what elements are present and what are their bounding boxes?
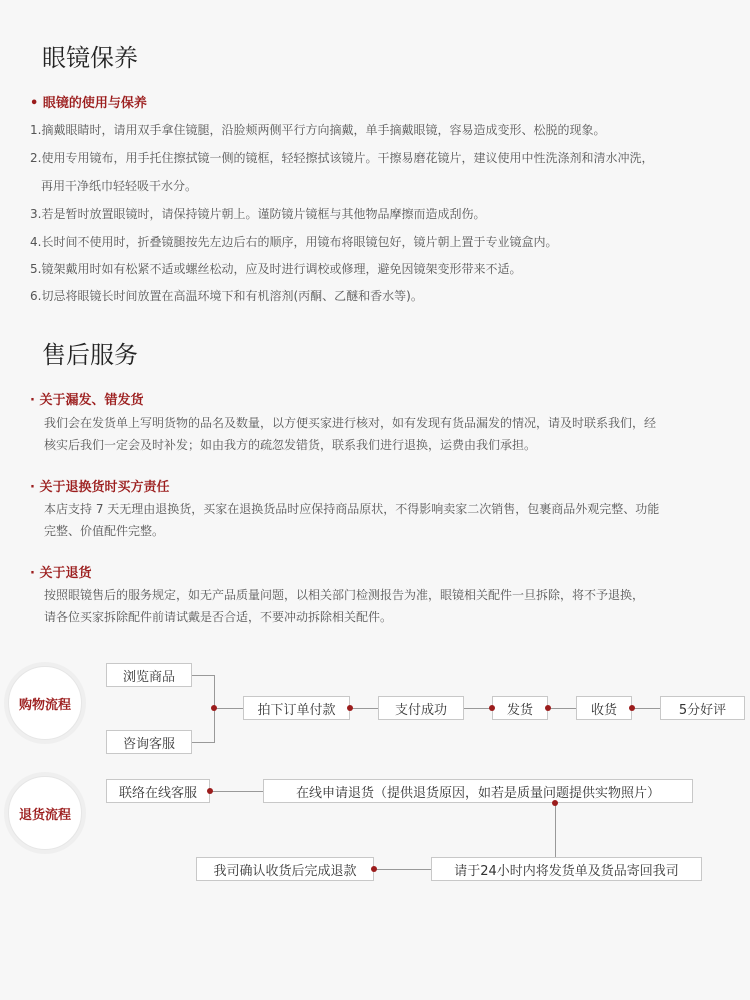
bullet-icon: · xyxy=(30,566,35,581)
flow-step-consult: 咨询客服 xyxy=(106,730,192,754)
flow-connector xyxy=(192,742,214,743)
flow-dot xyxy=(347,705,353,711)
service-heading xyxy=(30,389,144,408)
care-item: 5.镜架戴用时如有松紧不适或螺丝松动，应及时进行调校或修理，避免因镜架变形带来不适。 xyxy=(30,262,522,276)
care-item: 4.长时间不使用时，折叠镜腿按先左边后右的顺序，用镜布将眼镜包好，镜片朝上置于专业镜盒内。 xyxy=(30,235,558,249)
flow-dot xyxy=(371,866,377,872)
return-step-apply: 在线申请退货（提供退货原因，如若是质量问题提供实物照片） xyxy=(263,779,693,803)
service-heading xyxy=(30,562,92,581)
care-item: 2.使用专用镜布，用手托住擦拭镜一侧的镜框，轻轻擦拭该镜片。干擦易磨花镜片，建议使用中性洗涤剂和清水冲洗， xyxy=(30,151,654,165)
care-item: 1.摘戴眼睛时，请用双手拿住镜腿，沿脸颊两侧平行方向摘戴，单手摘戴眼镜，容易造成变形、松脱的现象。 xyxy=(30,123,606,137)
care-subtitle xyxy=(30,92,147,111)
flow-connector xyxy=(555,803,556,857)
flow-dot xyxy=(629,705,635,711)
service-line: 本店支持 7 天无理由退换货，买家在退换货品时应保持商品原状，不得影响卖家二次销售，包裹商品外观完整、功能 xyxy=(44,502,660,516)
service-line: 我们会在发货单上写明货物的品名及数量，以方便买家进行核对，如有发现有货品漏发的情况，请及时联系我们，经 xyxy=(44,416,657,430)
flow-connector xyxy=(192,675,214,676)
care-subtitle-text: 眼镜的使用与保养 xyxy=(42,96,147,111)
flow-dot xyxy=(489,705,495,711)
flow-step-ship: 发货 xyxy=(492,696,548,720)
flow-dot xyxy=(545,705,551,711)
return-step-refund: 我司确认收货后完成退款 xyxy=(196,857,374,881)
flow-step-review: 5分好评 xyxy=(660,696,745,720)
flow-connector xyxy=(210,791,263,792)
service-heading-text: 关于漏发、错发货 xyxy=(39,393,144,408)
bullet-icon: • xyxy=(30,96,39,111)
flow-connector xyxy=(464,708,492,709)
flow-dot xyxy=(552,800,558,806)
flow-connector xyxy=(350,708,378,709)
flow-connector xyxy=(214,708,243,709)
care-item: 6.切忌将眼镜长时间放置在高温环境下和有机溶剂(丙酮、乙醚和香水等)。 xyxy=(30,289,423,303)
service-line: 完整、价值配件完整。 xyxy=(44,524,165,538)
flow-connector xyxy=(548,708,576,709)
flow-connector xyxy=(374,869,431,870)
service-heading xyxy=(30,476,170,495)
purchase-flow-badge: 购物流程 xyxy=(8,666,82,740)
return-step-send-back: 请于24小时内将发货单及货品寄回我司 xyxy=(431,857,702,881)
flow-step-order: 拍下订单付款 xyxy=(243,696,350,720)
service-line: 请各位买家拆除配件前请试戴是否合适，不要冲动拆除相关配件。 xyxy=(44,610,393,624)
service-title: 售后服务 xyxy=(42,341,138,369)
return-step-contact: 联络在线客服 xyxy=(106,779,210,803)
flow-dot xyxy=(211,705,217,711)
flow-step-receive: 收货 xyxy=(576,696,632,720)
service-line: 按照眼镜售后的服务规定，如无产品质量问题，以相关部门检测报告为准，眼镜相关配件一旦拆除，将不予退换， xyxy=(44,588,645,602)
care-item: 3.若是暂时放置眼镜时，请保持镜片朝上。谨防镜片镜框与其他物品摩擦而造成刮伤。 xyxy=(30,207,486,221)
service-line: 核实后我们一定会及时补发；如由我方的疏忽发错货，联系我们进行退换，运费由我们承担。 xyxy=(44,438,537,452)
bullet-icon: · xyxy=(30,480,35,495)
flow-connector xyxy=(632,708,660,709)
service-heading-text: 关于退货 xyxy=(39,566,92,581)
flow-step-paid: 支付成功 xyxy=(378,696,464,720)
care-title: 眼镜保养 xyxy=(42,44,138,72)
flow-step-browse: 浏览商品 xyxy=(106,663,192,687)
return-flow-badge: 退货流程 xyxy=(8,776,82,850)
care-item: 再用干净纸巾轻轻吸干水分。 xyxy=(41,179,198,193)
service-heading-text: 关于退换货时买方责任 xyxy=(39,480,170,495)
flow-dot xyxy=(207,788,213,794)
bullet-icon: · xyxy=(30,393,35,408)
